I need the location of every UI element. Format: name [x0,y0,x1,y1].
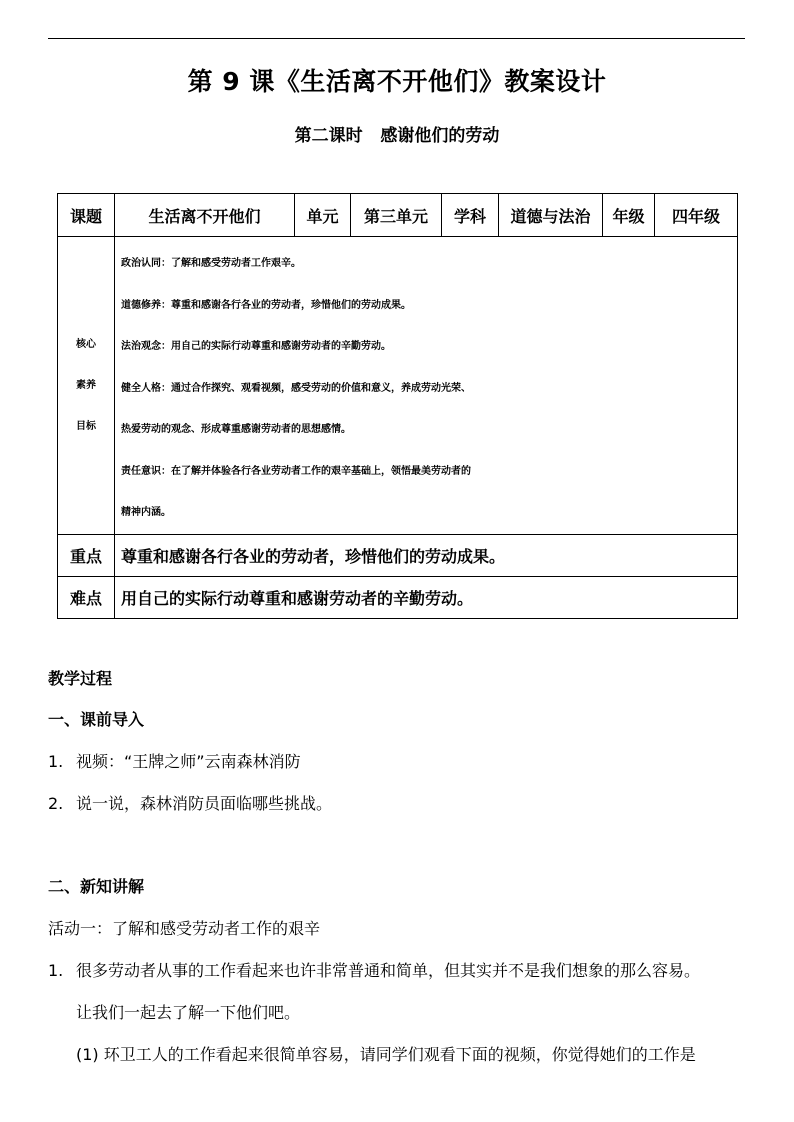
section2-item-1-continued: 让我们一起去了解一下他们吧。 [76,1003,301,1022]
table-cell-unit-value: 第三单元 [351,194,442,237]
goal-moral: 道德修养：尊重和感谢各行各业的劳动者，珍惜他们的劳动成果。 [121,299,411,311]
process-heading: 教学过程 [48,669,113,688]
goal-legal: 法治观念：用自己的实际行动尊重和感谢劳动者的辛勤劳动。 [121,341,391,352]
difficulty-text: 用自己的实际行动尊重和感谢劳动者的辛勤劳动。 [115,576,738,618]
section2-title: 二、新知讲解 [48,877,145,896]
goal-personality-line2: 热爱劳动的观念、形成尊重感谢劳动者的思想感情。 [121,424,351,435]
table-cell-grade-value: 四年级 [655,194,738,237]
key-point-row [58,534,738,576]
difficulty-row [58,576,738,618]
difficulty-label: 难点 [58,576,115,618]
item-text: 很多劳动者从事的工作看起来也许非常普通和简单，但其实并不是我们想象的那么容易。 [76,961,701,980]
item-text: 视频：“王牌之师”云南森林消防 [76,752,301,771]
section1-title: 一、课前导入 [48,710,145,729]
section2-sub-item-1: (1) 环卫工人的工作看起来很简单容易，请同学们观看下面的视频，你觉得她们的工作是 [76,1045,696,1064]
item-text: 说一说，森林消防员面临哪些挑战。 [76,794,333,813]
table-cell-unit-label: 单元 [295,194,351,237]
section1-item-1 [48,749,301,772]
key-point-text: 尊重和感谢各行各业的劳动者，珍惜他们的劳动成果。 [115,534,738,576]
header-rule [48,38,745,39]
table-cell-topic-label: 课题 [58,194,115,237]
table-cell-topic-value: 生活离不开他们 [115,194,295,237]
lesson-info-table [57,193,738,619]
item-number: 1. [48,961,64,980]
core-goals-content [115,237,738,535]
table-cell-subject-value: 道德与法治 [499,194,603,237]
goal-responsibility-line2: 精神内涵。 [121,507,171,518]
document-subtitle: 第二课时 感谢他们的劳动 [294,126,500,146]
activity-one-title: 活动一：了解和感受劳动者工作的艰辛 [48,919,321,938]
item-number: 1. [48,752,64,771]
core-goals-label: 核心 素养 目标 [58,237,115,535]
item-number: 2. [48,794,64,813]
document-title: 第 9 课《生活离不开他们》教案设计 [187,67,607,96]
table-header-row [58,194,738,237]
goal-personality-line1: 健全人格：通过合作探究、观看视频，感受劳动的价值和意义，养成劳动光荣、 [121,382,471,394]
section1-item-2 [48,791,332,814]
key-point-label: 重点 [58,534,115,576]
goal-responsibility-line1: 责任意识：在了解并体验各行各业劳动者工作的艰辛基础上，领悟最美劳动者的 [121,465,471,477]
section2-item-1 [48,958,700,981]
core-goals-row [58,237,738,535]
table-cell-grade-label: 年级 [603,194,655,237]
table-cell-subject-label: 学科 [442,194,499,237]
goal-political: 政治认同：了解和感受劳动者工作艰辛。 [121,258,301,269]
